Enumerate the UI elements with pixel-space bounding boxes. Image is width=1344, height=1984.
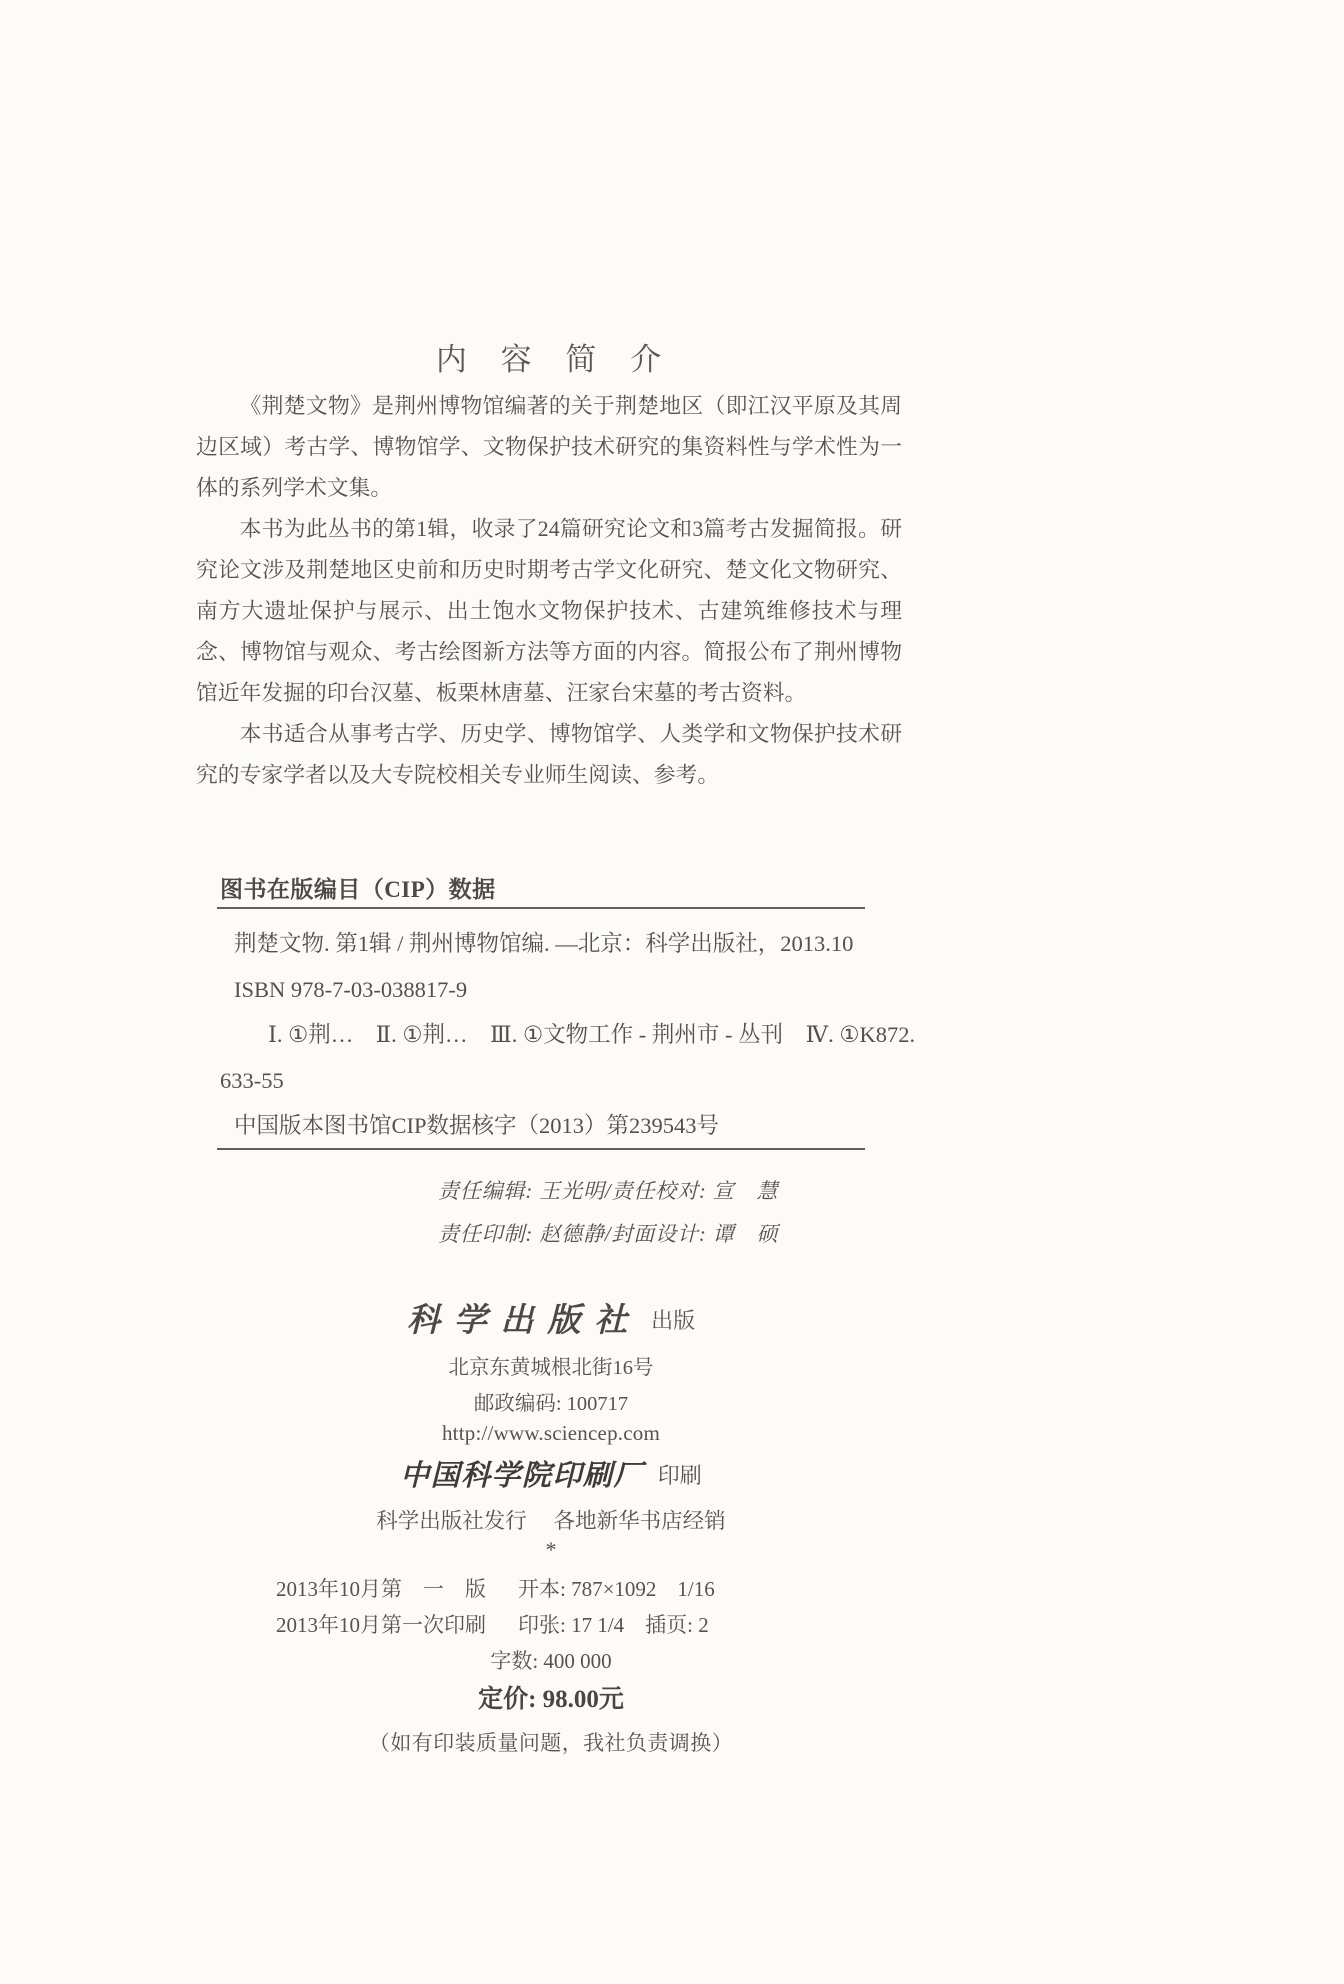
cip-classification-line: Ⅰ. ①荆… Ⅱ. ①荆… Ⅲ. ①文物工作 - 荆州市 - 丛刊 Ⅳ. ①K872. (268, 1022, 916, 1047)
printer-role-label: 印刷 (657, 1463, 702, 1488)
printer-logo-calligraphy: 中国科学院印刷厂 (400, 1460, 644, 1492)
production-line: 责任印制: 赵德静/封面设计: 谭 硕 (438, 1221, 779, 1246)
edition-date: 2013年10月第 一 版 (276, 1577, 486, 1601)
cip-record-line: 中国版本图书馆CIP数据核字（2013）第239543号 (234, 1113, 720, 1138)
postcode-line: 邮政编码: 100717 (473, 1393, 629, 1415)
printer-line (195, 1453, 907, 1494)
sheets-spec: 印张: 17 1/4 插页: 2 (518, 1613, 709, 1637)
publisher-logo-calligraphy: 科学出版社 (406, 1303, 642, 1339)
editors-line: 责任编辑: 王光明/责任校对: 宣 慧 (438, 1179, 779, 1203)
printing-date: 2013年10月第一次印刷 (276, 1613, 486, 1637)
printing-row (195, 1609, 907, 1639)
word-count-line: 字数: 400 000 (490, 1649, 612, 1673)
edition-row (195, 1573, 907, 1603)
star-separator: * (545, 1537, 557, 1562)
cip-divider-bottom (217, 1148, 865, 1150)
publisher-role-label: 出版 (651, 1308, 696, 1333)
distribution-line: 科学出版社发行 各地新华书店经销 (376, 1509, 726, 1533)
publisher-website: http://www.sciencep.com (441, 1421, 661, 1445)
price-line: 定价: 98.00元 (478, 1686, 624, 1713)
intro-paragraph: 本书为此丛书的第1辑，收录了24篇研究论文和3篇考古发掘简报。研究论文涉及荆楚地区史前和历史时期考古学文化研究、楚文化文物研究、南方大遗址保护与展示、出土饱水文物保护技术、古建筑维修技术与理念、博物馆与观众、考古绘图新方法等方面的内容。简报公布了荆州博物馆近年发掘的印台汉墓、板栗林唐墓、汪家台宋墓的考古资料。 (196, 517, 902, 705)
cip-divider-top (217, 907, 865, 909)
intro-paragraph: 本书适合从事考古学、历史学、博物馆学、人类学和文物保护技术研究的专家学者以及大专院校相关专业师生阅读、参考。 (196, 722, 902, 787)
publisher-address: 北京东黄城根北街16号 (448, 1357, 654, 1379)
format-spec: 开本: 787×1092 1/16 (518, 1577, 715, 1601)
cip-block (220, 921, 916, 1149)
intro-section (196, 386, 902, 796)
intro-paragraph: 《荆楚文物》是荆州博物馆编著的关于荆楚地区（即江汉平原及其周边区域）考古学、博物馆学、文物保护技术研究的集资料性与学术性为一体的系列学术文集。 (196, 394, 902, 500)
page-title: 内 容 简 介 (435, 342, 667, 377)
colophon-block (195, 1290, 907, 1810)
publisher-line (195, 1294, 907, 1341)
cip-isbn-line: ISBN 978-7-03-038817-9 (234, 976, 468, 1002)
exchange-notice: （如有印装质量问题，我社负责调换） (368, 1731, 734, 1755)
staff-block (438, 1170, 778, 1255)
cip-classification-continuation: 633-55 (220, 1067, 284, 1093)
cip-title-line: 荆楚文物. 第1辑 / 荆州博物馆编. —北京：科学出版社，2013.10 (234, 931, 854, 956)
cip-heading: 图书在版编目（CIP）数据 (220, 877, 496, 902)
